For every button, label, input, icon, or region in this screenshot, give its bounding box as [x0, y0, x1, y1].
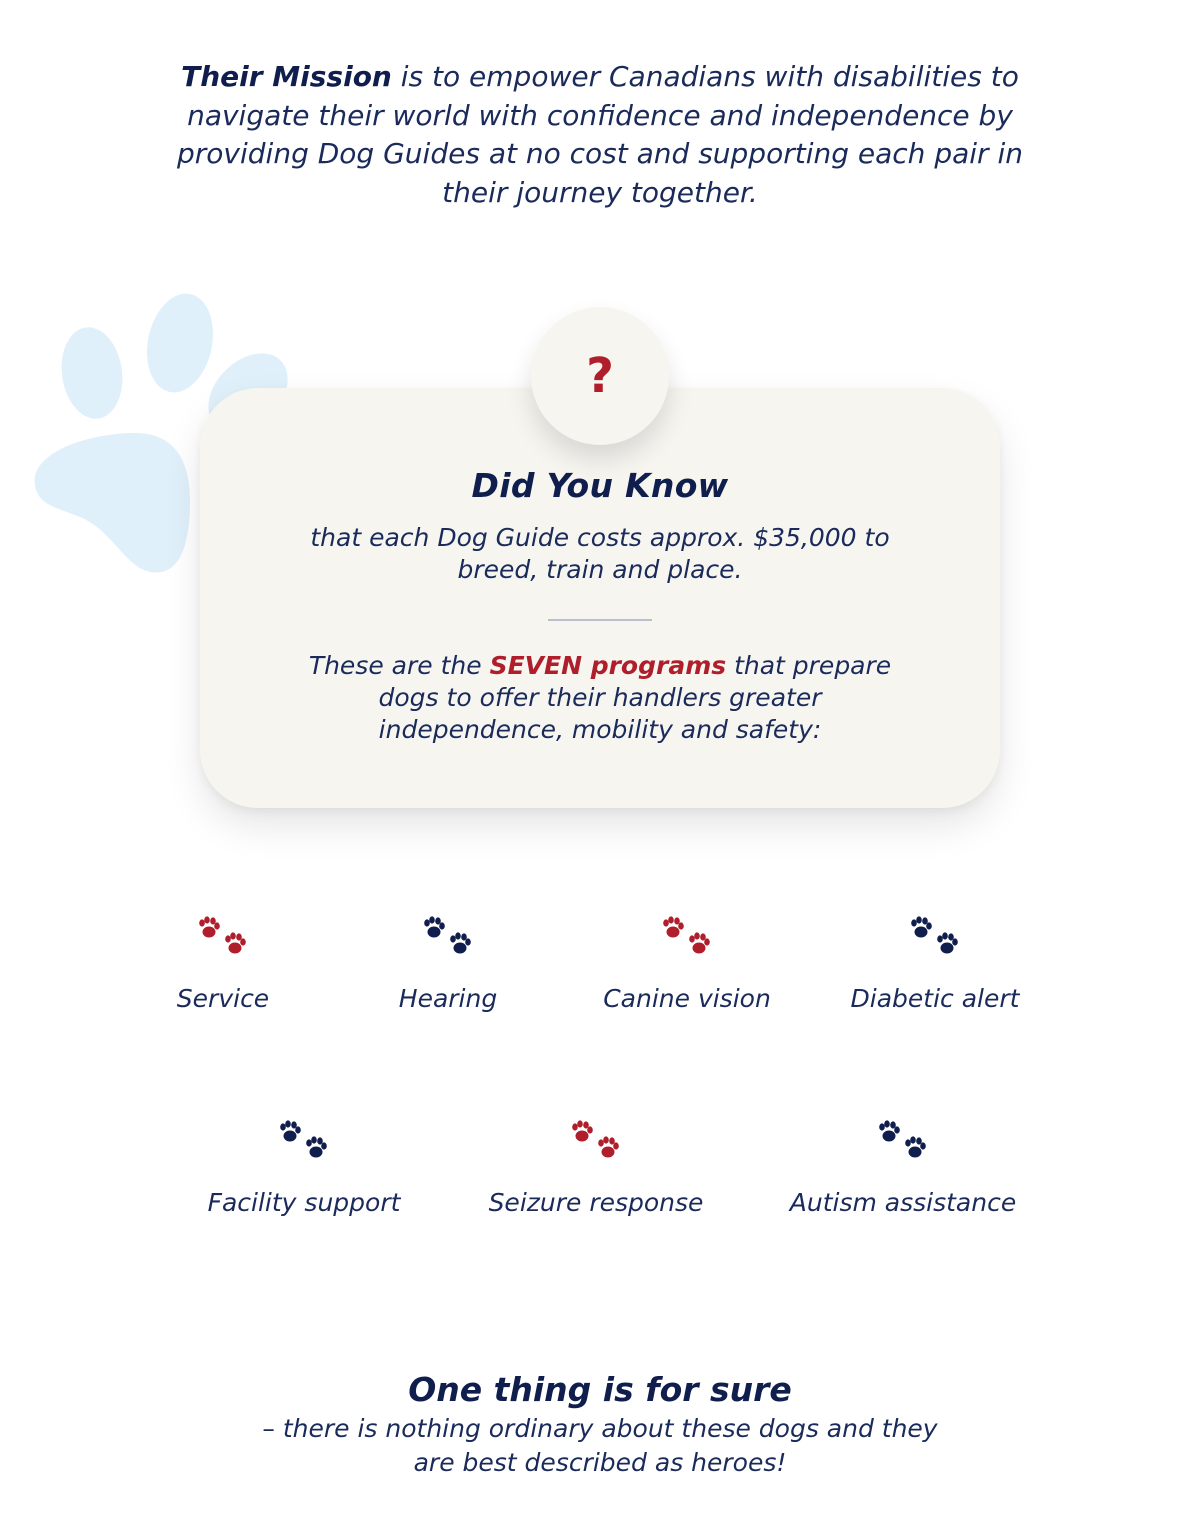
program-label: Autism assistance [789, 1188, 1017, 1217]
paw-prints-icon [195, 914, 251, 960]
program-autism-assistance [773, 1118, 1033, 1217]
programs-intro-before: These are the [308, 651, 490, 680]
closing-title: One thing is for sure [408, 1370, 792, 1409]
program-label: Diabetic alert [850, 984, 1020, 1013]
program-hearing [318, 914, 578, 1013]
closing-text: – there is nothing ordinary about these dogs and they are best described as heroes! [262, 1414, 938, 1477]
program-facility-support [174, 1118, 434, 1217]
question-badge [531, 307, 669, 445]
paw-prints-icon [420, 914, 476, 960]
program-label: Seizure response [488, 1188, 704, 1217]
program-label: Service [176, 984, 270, 1013]
paw-prints-icon [659, 914, 715, 960]
paw-prints-icon [875, 1118, 931, 1164]
program-diabetic-alert [805, 914, 1065, 1013]
paw-prints-icon [907, 914, 963, 960]
programs-intro [300, 650, 900, 746]
divider [548, 619, 652, 621]
question-mark-icon: ? [586, 348, 614, 404]
program-label: Hearing [398, 984, 498, 1013]
program-label: Canine vision [603, 984, 771, 1013]
mission-text: is to empower Canadians with disabilities to navigate their world with confidence and independence by providing Dog Guides at no cost and supporting each pair in their journey together. [177, 60, 1023, 209]
programs-intro-after: that prepare dogs to offer their handlers greater independence, mobility and safety: [378, 651, 892, 744]
did-you-know-title: Did You Know [471, 466, 729, 505]
mission-lead: Their Mission [181, 60, 392, 93]
program-label: Facility support [207, 1188, 401, 1217]
programs-intro-highlight: SEVEN programs [489, 651, 727, 680]
program-canine-vision [557, 914, 817, 1013]
mission-statement [150, 58, 1050, 212]
paw-prints-icon [276, 1118, 332, 1164]
program-seizure-response [466, 1118, 726, 1217]
paw-prints-icon [568, 1118, 624, 1164]
program-service [93, 914, 353, 1013]
did-you-know-text: that each Dog Guide costs approx. $35,000 to breed, train and place. [310, 523, 890, 584]
